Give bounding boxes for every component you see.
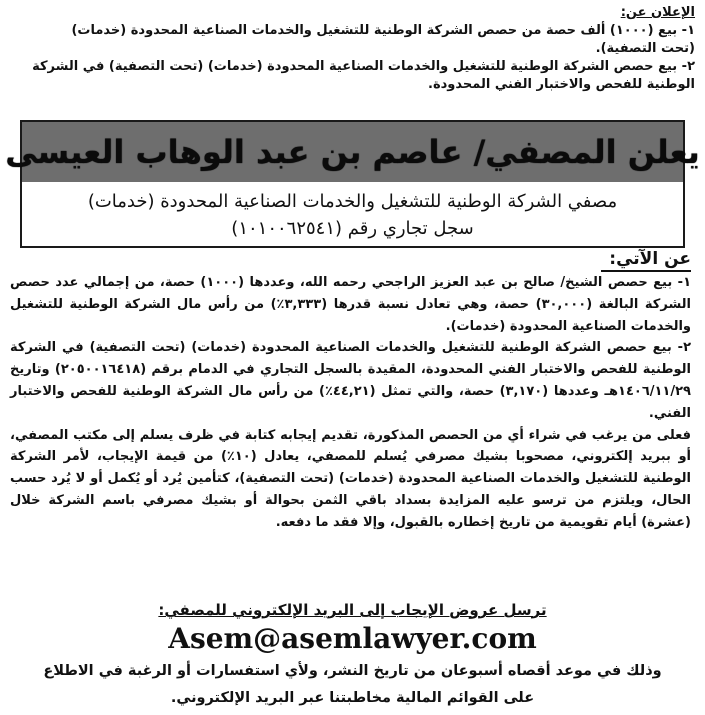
banner-subtitle: مصفي الشركة الوطنية للتشغيل والخدمات الصناعية المحدودة (خدمات) (87, 191, 618, 212)
announcement-intro (10, 4, 695, 94)
banner-title-bar (5, 122, 700, 182)
intro-item-2-line-1: ٢- بيع حصص الشركة الوطنية للتشغيل والخدمات الصناعية المحدودة (خدمات) (تحت التصفية) في الشركة (32, 59, 695, 74)
section-label: عن الآتي: (601, 249, 691, 272)
announcement-footer (10, 600, 695, 712)
intro-item-1-line-2: (تحت التصفية). (595, 41, 695, 56)
banner-subtitle-area (22, 182, 683, 246)
liquidator-banner (5, 120, 700, 248)
body-paragraph-1: ١- بيع حصص الشيخ/ صالح بن عبد العزيز الراجحي رحمه الله، وعددها (١٠٠٠) حصة، من إجمالي عدد حصص الشركة البالغة (٣٠,٠٠٠) حصة، وهي تعادل نسبة قدرها (٣,٣٣٣٪) من رأس مال الشركة الوطنية للتشغيل والخدمات الصناعية المحدودة (خدمات). (10, 275, 692, 334)
announcement-body (10, 272, 691, 534)
intro-item-1-line-1: ١- بيع (١٠٠٠) ألف حصة من حصص الشركة الوطنية للتشغيل والخدمات الصناعية المحدودة (خدمات) (71, 23, 695, 38)
body-paragraph-2: ٢- بيع حصص الشركة الوطنية للتشغيل والخدمات الصناعية المحدودة (خدمات) (تحت التصفية) في الشركة الوطنية للفحص والاختبار الفني المحدودة، المقيدة بالسجل التجاري في الدمام برقم (٢٠٥٠٠١٦٤١٨) وتاريخ ١٤٠٦/١١/٢٩هـ وعددها (٣,١٧٠) حصة، والتي تمثل (٤٤,٢١٪) من رأس مال الشركة الوطنية للفحص والاختبار الفني. (10, 340, 691, 421)
body-paragraph-3: فعلى من يرغب في شراء أي من الحصص المذكورة، تقديم إيجابه كتابة في ظرف يسلم إلى مكتب المصفي، أو ببريد إلكتروني، مصحوبا بشيك مصرفي يُسلم للمصفي، يعادل (١٠٪) من قيمة الإيجاب، لأمر الشركة الوطنية للتشغيل والخدمات الصناعية المحدودة (خدمات) (تحت التصفية)، كتأمين يُرد أو يُكمل أو لا يُرد حسب الحال، ويلتزم من ترسو عليه المزايدة بسداد باقي الثمن بحوالة أو بشيك مصرفي باسم الشركة خلال (عشرة) أيام تقويمية من تاريخ إخطاره بالقبول، وإلا فقد ما دفعه. (10, 427, 691, 530)
banner-title: يعلن المصفي/ عاصم بن عبد الوهاب العيسى (5, 133, 700, 171)
intro-heading: الإعلان عن: (620, 5, 695, 20)
send-instructions: ترسل عروض الإيجاب إلى البريد الإلكتروني للمصفي: (158, 601, 547, 619)
footer-note-line-2: على القوائم المالية مخاطبتنا عبر البريد الإلكتروني. (170, 690, 535, 706)
intro-item-2-line-2: الوطنية للفحص والاختبار الفني المحدودة. (428, 77, 695, 92)
banner-registry: سجل تجاري رقم (١٠١٠٠٦٢٥٤١) (231, 218, 474, 239)
email-link[interactable]: Asem@asemlawyer.com (168, 622, 537, 655)
footer-note-line-1: وذلك في موعد أقصاه أسبوعان من تاريخ النشر، ولأي استفسارات أو الرغبة في الاطلاع (43, 663, 662, 679)
